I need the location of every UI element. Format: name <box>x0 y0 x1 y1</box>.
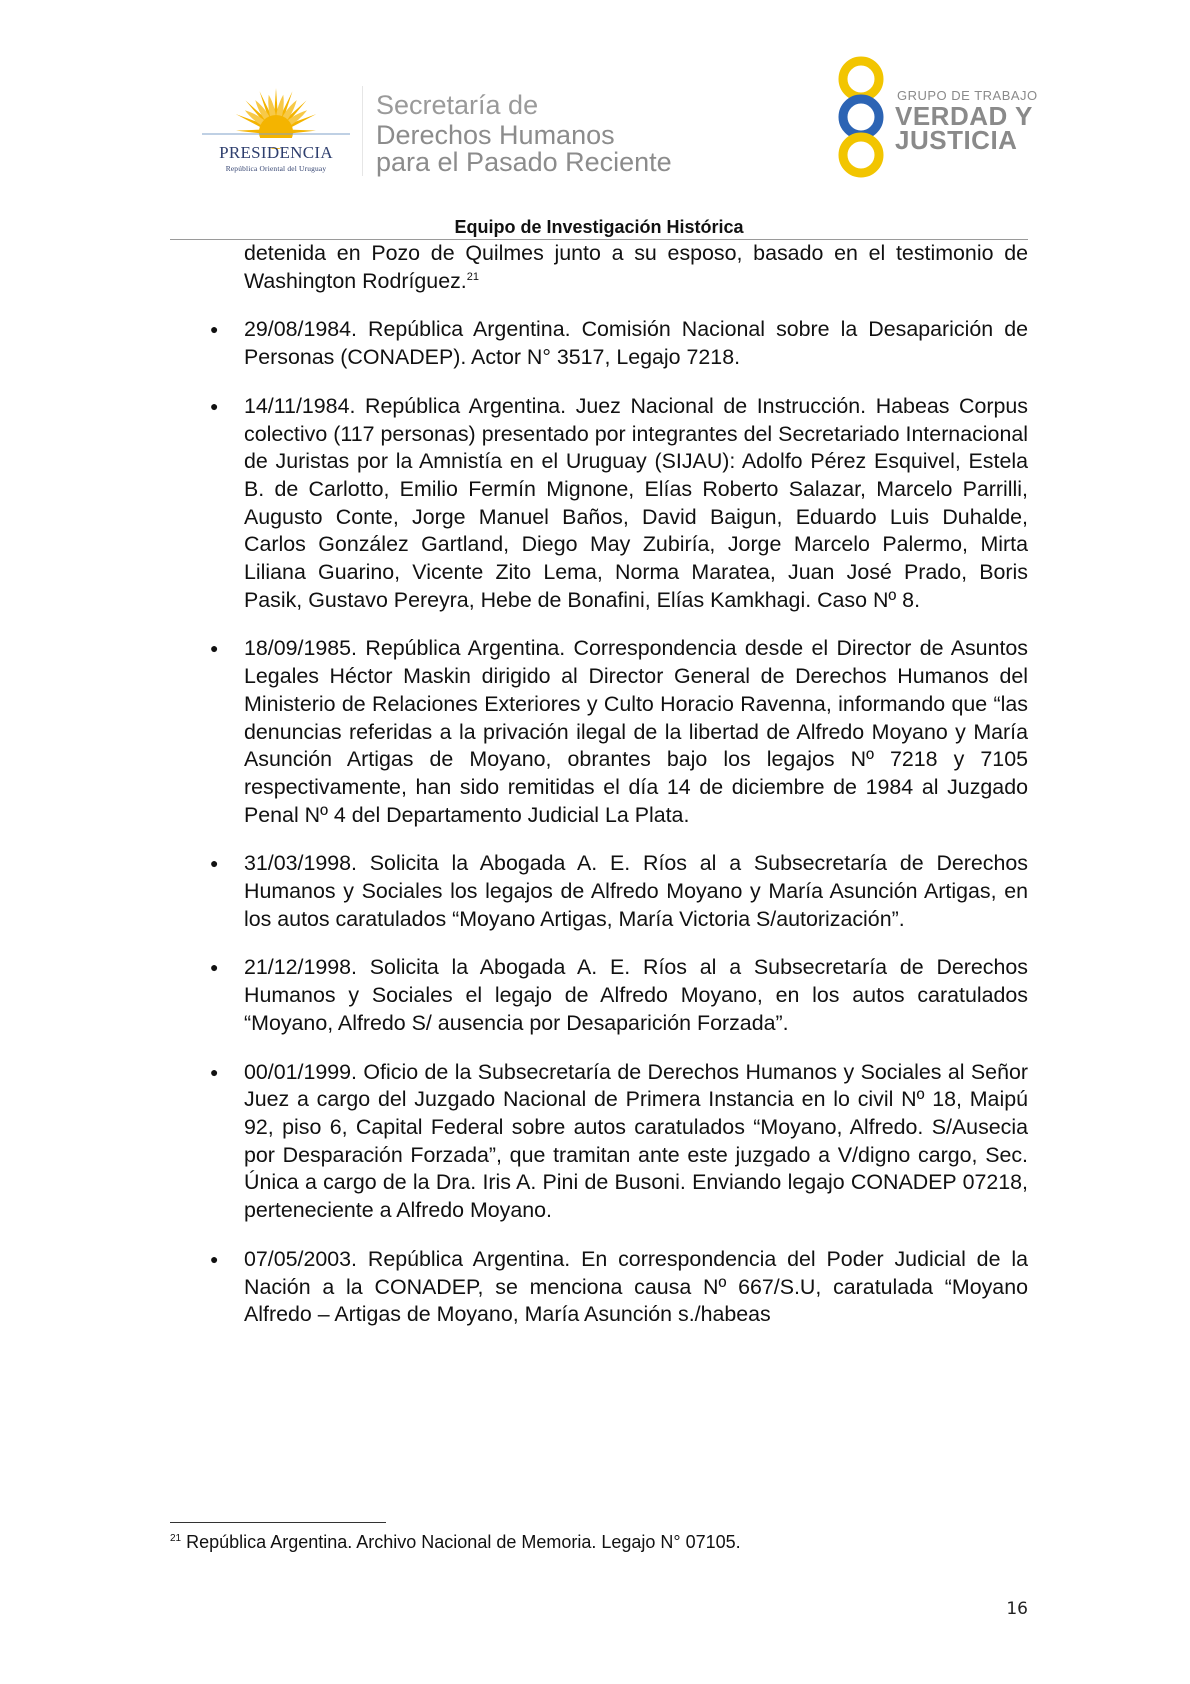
list-item <box>210 1246 1028 1329</box>
bullet-icon: ● <box>210 855 219 872</box>
bullet-icon: ● <box>210 959 219 976</box>
list-item-text: 18/09/1985. República Argentina. Correspondencia desde el Director de Asuntos Legales Héctor Maskin dirigido al Director General de Derechos Humanos del Ministerio de Relaciones Exteriores y Culto Horacio Ravenna, informando que “las denuncias referidas a la privación ilegal de la libertad de Alfredo Moyano y María Asunción Artigas de Moyano, obrantes bajo los legajos Nº 7218 y 7105 respectivamente, han sido remitidas el día 14 de diciembre de 1984 al Juzgado Penal Nº 4 del Departamento Judicial La Plata. <box>244 636 1028 827</box>
footnote-number: 21 <box>170 1533 182 1544</box>
bullet-icon: ● <box>210 1250 219 1267</box>
document-body <box>210 240 1028 1329</box>
bullet-icon: ● <box>210 640 219 657</box>
lead-text: detenida en Pozo de Quilmes junto a su esposo, basado en el testimonio de Washington Rodríguez. <box>244 241 1028 293</box>
list-item-text: 29/08/1984. República Argentina. Comisión Nacional sobre la Desaparición de Personas (CONADEP). Actor N° 3517, Legajo 7218. <box>244 317 1028 370</box>
secretaria-line-1: Secretaría de <box>376 90 539 120</box>
linked-rings-icon <box>822 55 900 180</box>
grupo-trabajo-label: GRUPO DE TRABAJO <box>897 88 1038 103</box>
page-number: 16 <box>1006 1599 1028 1619</box>
list-item-text: 14/11/1984. República Argentina. Juez Nacional de Instrucción. Habeas Corpus colectivo (117 personas) presentado por integrantes del Secretariado Internacional de Juristas por la Amnistía en el Uruguay (SIJAU): Adolfo Pérez Esquivel, Estela B. de Carlotto, Emilio Fermín Mignone, Elías Roberto Salazar, Marcelo Parrilli, Augusto Conte, Jorge Manuel Baños, David Baigun, Eduardo Luis Duhalde, Carlos González Gartland, Diego May Zubiría, Jorge Marcelo Palermo, Mirta Liliana Guarino, Vicente Zito Lema, Norma Maratea, Juan José Prado, Boris Pasik, Gustavo Pereyra, Hebe de Bonafini, Elías Kamkhagi. Caso Nº 8. <box>244 393 1028 612</box>
list-item <box>210 850 1028 933</box>
verdad-label: VERDAD Y <box>895 101 1033 131</box>
list-item-text: 00/01/1999. Oficio de la Subsecretaría de Derechos Humanos y Sociales al Señor Juez a cargo del Juzgado Nacional de Primera Instancia en lo civil Nº 18, Maipú 92, piso 6, Capital Federal sobre autos caratulados “Moyano, Alfredo. S/Ausecia por Desparación Forzada”, que tramitan ante este juzgado a V/digno cargo, Sec. Única a cargo de la Dra. Iris A. Pini de Busoni. Enviando legajo CONADEP 07218, perteneciente a Alfredo Moyano. <box>244 1059 1028 1223</box>
list-item <box>210 1059 1028 1225</box>
secretaria-line-3: para el Pasado Reciente <box>376 147 672 177</box>
chronology-list <box>210 316 1028 1329</box>
footnote-rule <box>170 1522 386 1523</box>
document-header <box>0 0 1190 240</box>
logo-divider <box>362 86 363 176</box>
lead-paragraph <box>244 240 1028 295</box>
list-item <box>210 316 1028 371</box>
team-title: Equipo de Investigación Histórica <box>454 217 744 237</box>
presidencia-name: PRESIDENCIA <box>219 143 333 162</box>
bullet-icon: ● <box>210 397 219 414</box>
footnote <box>170 1530 1030 1554</box>
justicia-label: JUSTICIA <box>895 125 1018 155</box>
bullet-icon: ● <box>210 321 219 338</box>
list-item <box>210 954 1028 1037</box>
presidencia-subtitle: República Oriental del Uruguay <box>225 164 327 173</box>
secretaria-line-2: Derechos Humanos <box>376 120 615 150</box>
list-item-text: 07/05/2003. República Argentina. En correspondencia del Poder Judicial de la Nación a la CONADEP, se menciona causa Nº 667/S.U, caratulada “Moyano Alfredo – Artigas de Moyano, María Asunción s./habeas <box>244 1246 1028 1327</box>
list-item <box>210 393 1028 615</box>
list-item <box>210 635 1028 829</box>
footnote-text: República Argentina. Archivo Nacional de Memoria. Legajo N° 07105. <box>186 1532 741 1552</box>
list-item-text: 31/03/1998. Solicita la Abogada A. E. Ríos al a Subsecretaría de Derechos Humanos y Sociales los legajos de Alfredo Moyano y María Asunción Artigas, en los autos caratulados “Moyano Artigas, María Victoria S/autorización”. <box>244 851 1028 931</box>
list-item-text: 21/12/1998. Solicita la Abogada A. E. Ríos al a Subsecretaría de Derechos Humanos y Sociales el legajo de Alfredo Moyano, en los autos caratulados “Moyano, Alfredo S/ ausencia por Desaparición Forzada”. <box>244 955 1028 1035</box>
footnote-ref: 21 <box>466 270 479 283</box>
bullet-icon: ● <box>210 1063 219 1080</box>
